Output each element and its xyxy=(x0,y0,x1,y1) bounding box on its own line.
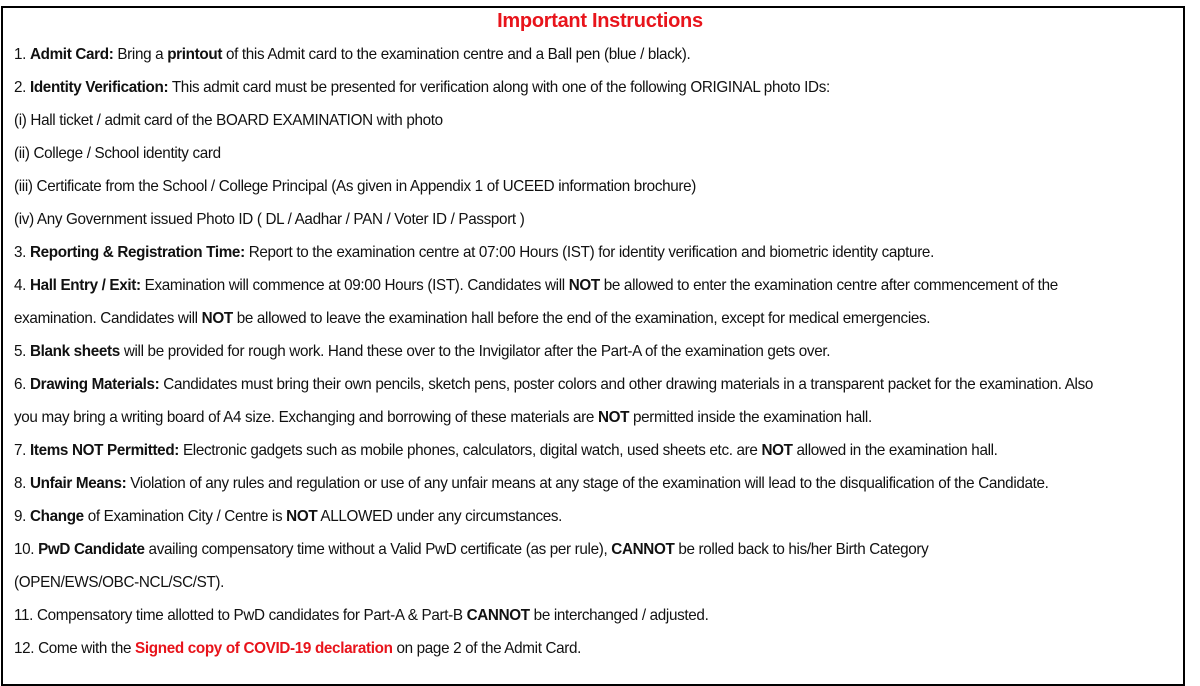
text-segment: of Examination City / Centre is xyxy=(83,508,287,525)
instruction-line xyxy=(14,71,1133,104)
text-segment: on page 2 of the Admit Card. xyxy=(392,640,582,657)
bold-text: Admit Card: xyxy=(29,46,114,63)
bold-text: CANNOT xyxy=(466,607,530,624)
highlighted-text: Signed copy of COVID-19 declaration xyxy=(135,640,393,657)
instruction-line xyxy=(14,335,1133,368)
instruction-line xyxy=(14,137,1133,170)
text-segment: Candidates must bring their own pencils, sketch pens, poster colors and other drawing materials in a transparent packet for the examination. Also xyxy=(159,376,1094,393)
text-segment: of this Admit card to the examination centre and a Ball pen (blue / black). xyxy=(222,46,691,63)
instruction-line xyxy=(14,38,1133,71)
text-segment: 10. xyxy=(14,541,39,558)
bold-text: NOT xyxy=(286,508,318,525)
instructions-list xyxy=(14,38,1174,665)
text-segment: (OPEN/EWS/OBC-NCL/SC/ST). xyxy=(14,574,225,591)
text-segment: 1. xyxy=(14,46,30,63)
text-segment: 4. xyxy=(14,277,30,294)
text-segment: allowed in the examination hall. xyxy=(792,442,998,459)
text-segment: 9. xyxy=(14,508,30,525)
text-segment: Violation of any rules and regulation or use of any unfair means at any stage of the examination will lead to the disqualification of the Candidate. xyxy=(126,475,1049,492)
instruction-line xyxy=(14,401,1133,434)
bold-text: NOT xyxy=(568,277,600,294)
bold-text: Identity Verification: xyxy=(29,79,169,96)
bold-text: Drawing Materials: xyxy=(29,376,160,393)
text-segment: 2. xyxy=(14,79,30,96)
text-segment: will be provided for rough work. Hand these over to the Invigilator after the Part-A of the examination gets over. xyxy=(119,343,831,360)
instruction-line xyxy=(14,269,1133,302)
page-title: Important Instructions xyxy=(497,10,703,32)
bold-text: NOT xyxy=(597,409,630,426)
instruction-line xyxy=(14,467,1133,500)
bold-text: Items NOT Permitted: xyxy=(29,442,180,459)
text-segment: 3. xyxy=(14,244,30,261)
bold-text: Unfair Means: xyxy=(29,475,127,492)
bold-text: printout xyxy=(167,46,223,63)
instruction-line xyxy=(14,533,1133,566)
instruction-line xyxy=(14,632,1133,665)
text-segment: This admit card must be presented for verification along with one of the following ORIGINAL photo IDs: xyxy=(168,79,830,96)
instruction-line xyxy=(14,236,1133,269)
text-segment: 7. xyxy=(14,442,30,459)
text-segment: 5. xyxy=(14,343,30,360)
instruction-line xyxy=(14,434,1133,467)
text-segment: 12. Come with the xyxy=(14,640,136,657)
instruction-line xyxy=(14,566,1133,599)
instruction-line xyxy=(14,104,1133,137)
bold-text: Hall Entry / Exit: xyxy=(29,277,141,294)
text-segment: 6. xyxy=(14,376,30,393)
text-segment: (i) Hall ticket / admit card of the BOARD EXAMINATION with photo xyxy=(14,112,443,129)
instruction-line xyxy=(14,203,1133,236)
text-segment: examination. Candidates will xyxy=(14,310,202,327)
text-segment: be interchanged / adjusted. xyxy=(529,607,709,624)
instruction-line xyxy=(14,500,1133,533)
text-segment: be allowed to leave the examination hall before the end of the examination, except for medical emergencies. xyxy=(232,310,931,327)
text-segment: you may bring a writing board of A4 size. Exchanging and borrowing of these materials are xyxy=(14,409,598,426)
text-segment: be allowed to enter the examination centre after commencement of the xyxy=(599,277,1058,294)
text-segment: permitted inside the examination hall. xyxy=(629,409,872,426)
bold-text: Change xyxy=(29,508,84,525)
text-segment: Bring a xyxy=(113,46,168,63)
instruction-line xyxy=(14,302,1133,335)
bold-text: NOT xyxy=(201,310,233,327)
instruction-line xyxy=(14,368,1133,401)
text-segment: availing compensatory time without a Valid PwD certificate (as per rule), xyxy=(144,541,612,558)
text-segment: Report to the examination centre at 07:00 Hours (IST) for identity verification and biometric identity capture. xyxy=(244,244,934,261)
text-segment: ALLOWED under any circumstances. xyxy=(317,508,563,525)
text-segment: be rolled back to his/her Birth Category xyxy=(674,541,929,558)
text-segment: (iv) Any Government issued Photo ID ( DL / Aadhar / PAN / Voter ID / Passport ) xyxy=(14,211,525,228)
text-segment: 8. xyxy=(14,475,30,492)
text-segment: (ii) College / School identity card xyxy=(14,145,221,162)
bold-text: CANNOT xyxy=(611,541,675,558)
text-segment: Examination will commence at 09:00 Hours (IST). Candidates will xyxy=(140,277,569,294)
instruction-line xyxy=(14,599,1133,632)
text-segment: (iii) Certificate from the School / College Principal (As given in Appendix 1 of UCEED information brochure) xyxy=(14,178,697,195)
bold-text: Blank sheets xyxy=(29,343,120,360)
text-segment: 11. Compensatory time allotted to PwD candidates for Part-A & Part-B xyxy=(14,607,467,624)
bold-text: PwD Candidate xyxy=(38,541,145,558)
bold-text: NOT xyxy=(761,442,793,459)
instruction-line xyxy=(14,170,1133,203)
bold-text: Reporting & Registration Time: xyxy=(29,244,245,261)
text-segment: Electronic gadgets such as mobile phones, calculators, digital watch, used sheets etc. are xyxy=(179,442,762,459)
